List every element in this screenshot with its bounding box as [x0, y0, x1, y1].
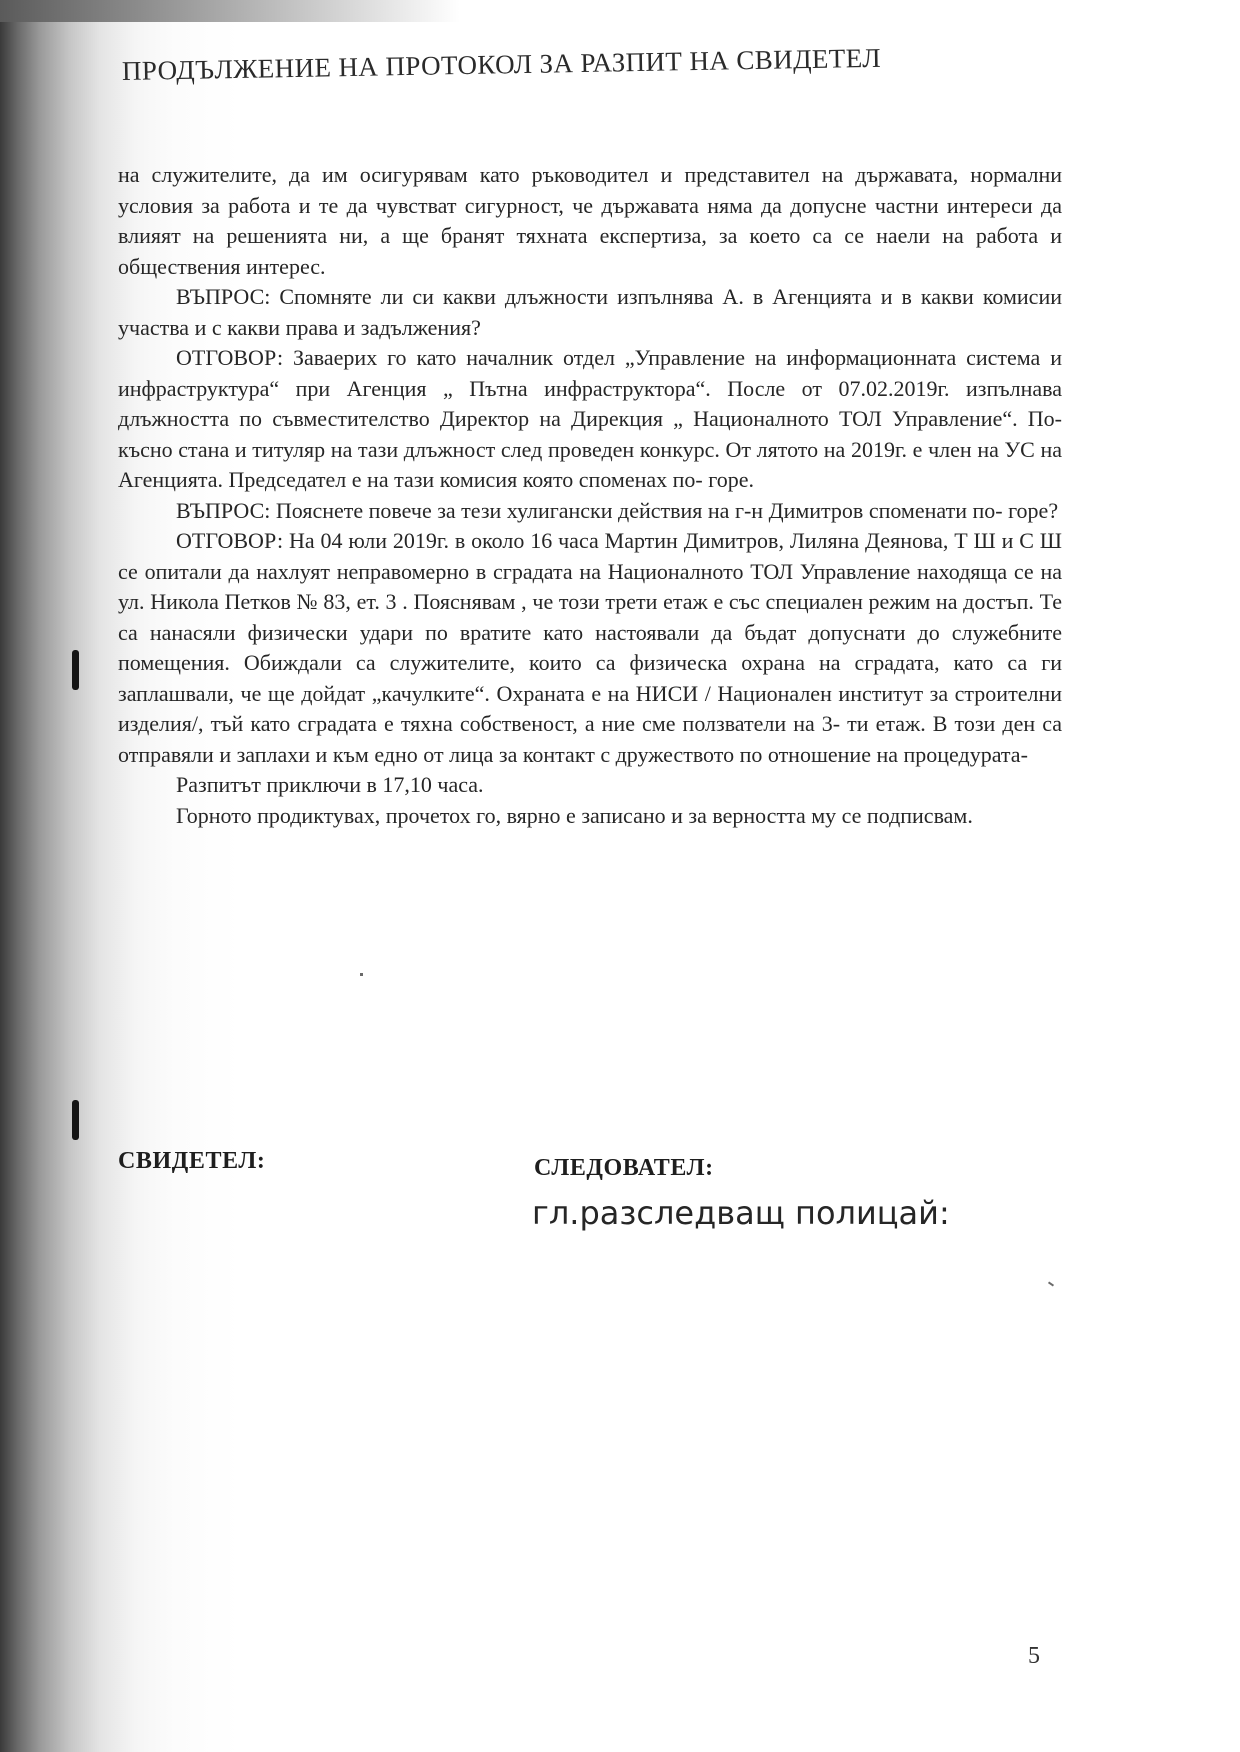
document-header: ПРОДЪЛЖЕНИЕ НА ПРОТОКОЛ ЗА РАЗПИТ НА СВИДЕТЕЛ	[121, 42, 882, 86]
paragraph-attestation: Горното продиктувах, прочетох го, вярно е записано и за верността му се подписвам.	[176, 802, 973, 828]
scan-shadow-strip	[0, 0, 460, 22]
paragraph-continuation: на служителите, да им осигурявам като ръководител и представител на държавата, нормални условия за работа и те да чувстват сигурност, че държавата няма да допусне частни интереси да влияят на решенията ни, а ще бранят тяхната експертиза, за което са се наели на работа и обществения интерес.	[118, 162, 1062, 279]
scan-speck	[360, 973, 363, 976]
page-number: 5	[1028, 1643, 1040, 1669]
binding-hole-mark	[72, 650, 79, 690]
investigator-signature-label: СЛЕДОВАТЕЛ:	[534, 1155, 714, 1181]
scan-speck	[1048, 1281, 1054, 1286]
binding-hole-mark	[72, 1100, 79, 1140]
paragraph-answer-positions: ОТГОВОР: Заваерих го като началник отдел „Управление на информационната система и инфраструктура“ при Агенция „ Пътна инфраструктора“. После от 07.02.2019г. изпълнава длъжността по съвместителство Директор на Дирекция „ Националното ТОЛ Управление“. По- късно стана и титуляр на тази длъжност след проведен конкурс. От лятото на 2019г. е член на УС на Агенцията. Председател е на тази комисия която споменах по- горе.	[118, 345, 1062, 492]
paragraph-answer-actions: ОТГОВОР: На 04 юли 2019г. в около 16 часа Мартин Димитров, Лиляна Деянова, Т Ш и С Ш се опитали да нахлуят неправомерно в сградата на Националното ТОЛ Управление находяща се на ул. Никола Петков № 83, ет. 3 . Пояснявам , че този трети етаж е със специален режим на достъп. Те са нанасяли физически удари по вратите като настоявали да бъдат допуснати до служебните помещения. Обиждали са служителите, които са физическа охрана на сградата, като са ги заплашвали, че ще дойдат „качулките“. Охраната е на НИСИ / Национален институт за строителни изделия/, тъй като сградата е тяхна собственост, а ние сме ползватели на 3- ти етаж. В този ден са отправяли и заплахи и към едно от лица за контакт с дружеството по отношение на процедурата-	[118, 528, 1062, 767]
protocol-body	[118, 160, 1062, 831]
paragraph-interrogation-end: Разпитът приключи в 17,10 часа.	[176, 772, 484, 797]
paragraph-question-actions: ВЪПРОС: Пояснете повече за тези хулигански действия на г-н Димитров споменати по- горе?	[176, 497, 1059, 523]
investigator-title: гл.разследващ полицай:	[532, 1194, 950, 1232]
witness-signature-label: СВИДЕТЕЛ:	[118, 1148, 266, 1174]
paragraph-question-positions: ВЪПРОС: Спомняте ли си какви длъжности изпълнява А. в Агенцията и в какви комисии участва и с какви права и задължения?	[118, 284, 1062, 340]
